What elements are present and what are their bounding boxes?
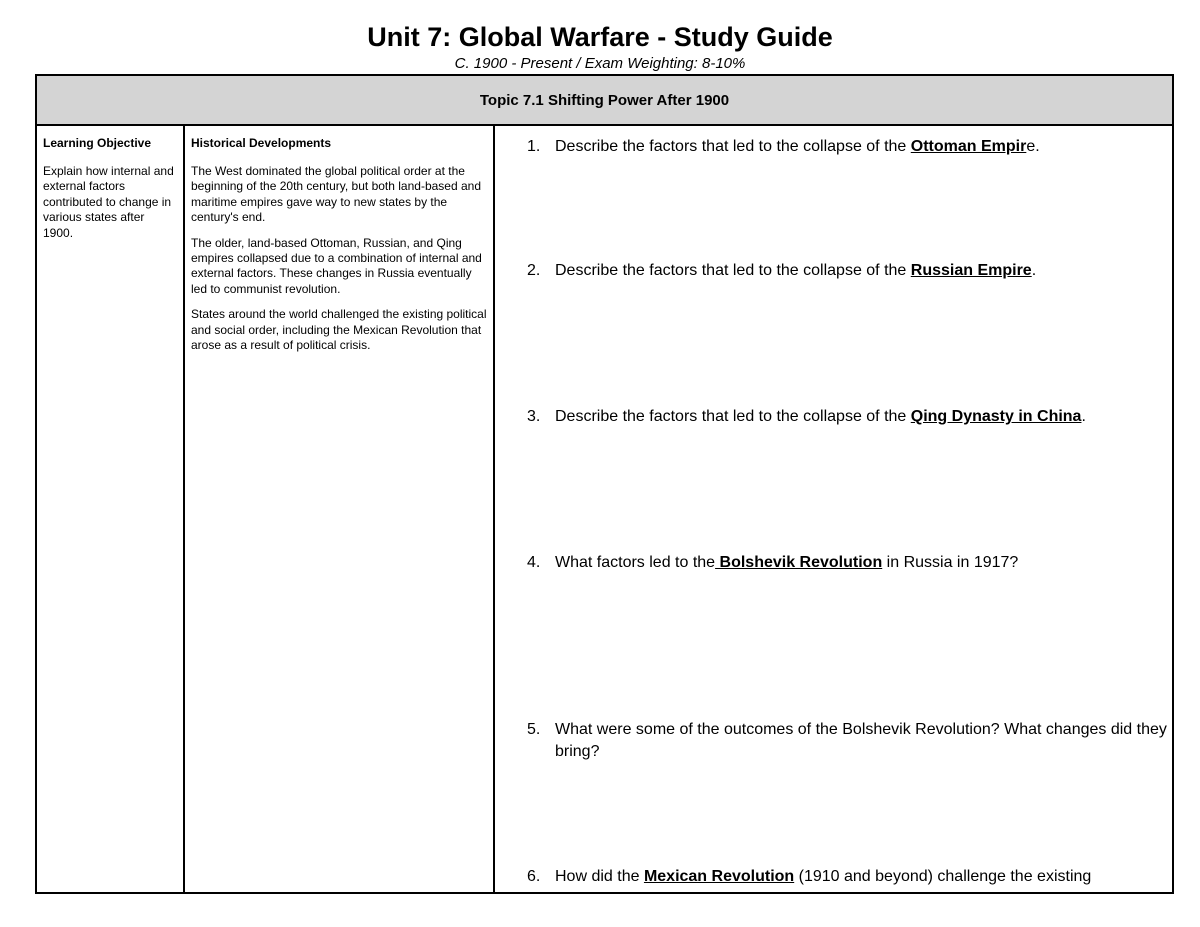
development-paragraph: The older, land-based Ottoman, Russian, and Qing empires collapsed due to a combination of internal and external factors. These changes in Russia eventually led to communist revolution. <box>191 235 482 296</box>
question-number: 5. <box>527 721 541 738</box>
historical-developments-heading: Historical Developments <box>191 136 332 150</box>
question-text: How did the <box>555 868 644 885</box>
question-4 <box>527 552 1168 574</box>
historical-developments-column <box>185 126 495 892</box>
question-keyword: Bolshevik Revolution <box>715 554 883 571</box>
question-number: 1. <box>527 138 541 155</box>
question-text: Describe the factors that led to the collapse of the <box>555 138 911 155</box>
learning-objective-column <box>37 126 185 892</box>
page-title: Unit 7: Global Warfare - Study Guide <box>367 22 833 52</box>
question-number: 4. <box>527 554 541 571</box>
question-text: Describe the factors that led to the collapse of the <box>555 262 911 279</box>
questions-column <box>495 126 1172 892</box>
question-keyword: Qing Dynasty in China <box>910 408 1082 425</box>
question-number: 6. <box>527 868 541 885</box>
question-5 <box>527 719 1168 763</box>
question-text-end: (1910 and beyond) challenge the existing <box>794 868 1092 885</box>
study-guide-table <box>35 74 1174 894</box>
question-number: 2. <box>527 262 541 279</box>
question-text: What factors led to the <box>555 554 716 571</box>
question-3 <box>527 406 1168 428</box>
question-keyword: Mexican Revolution <box>643 868 795 885</box>
learning-objective-heading: Learning Objective <box>43 136 152 150</box>
topic-header <box>37 76 1172 126</box>
question-text-end: . <box>1031 262 1037 279</box>
development-paragraph: The West dominated the global political order at the beginning of the 20th century, but both land-based and maritime empires gave way to new states by the century's end. <box>191 164 481 225</box>
question-keyword: Russian Empire <box>910 262 1032 279</box>
page-subtitle: C. 1900 - Present / Exam Weighting: 8-10% <box>454 55 746 72</box>
question-text-end: e. <box>1026 138 1040 155</box>
question-text-end: . <box>1081 408 1086 425</box>
question-2 <box>527 260 1168 282</box>
question-1 <box>527 136 1168 158</box>
question-text: Describe the factors that led to the collapse of the <box>555 408 911 425</box>
topic-label: Topic 7.1 Shifting Power After 1900 <box>479 91 730 109</box>
question-number: 3. <box>527 408 541 425</box>
question-6 <box>527 866 1168 888</box>
question-text: What were some of the outcomes of the Bolshevik Revolution? What changes did they bring? <box>555 721 1167 760</box>
learning-objective-text: Explain how internal and external factors contributed to change in various states after 1900. <box>43 164 174 240</box>
development-paragraph: States around the world challenged the existing political and social order, including the Mexican Revolution that arose as a result of political crisis. <box>191 307 487 353</box>
question-text-end: in Russia in 1917? <box>882 554 1019 571</box>
question-keyword: Ottoman Empir <box>910 138 1027 155</box>
